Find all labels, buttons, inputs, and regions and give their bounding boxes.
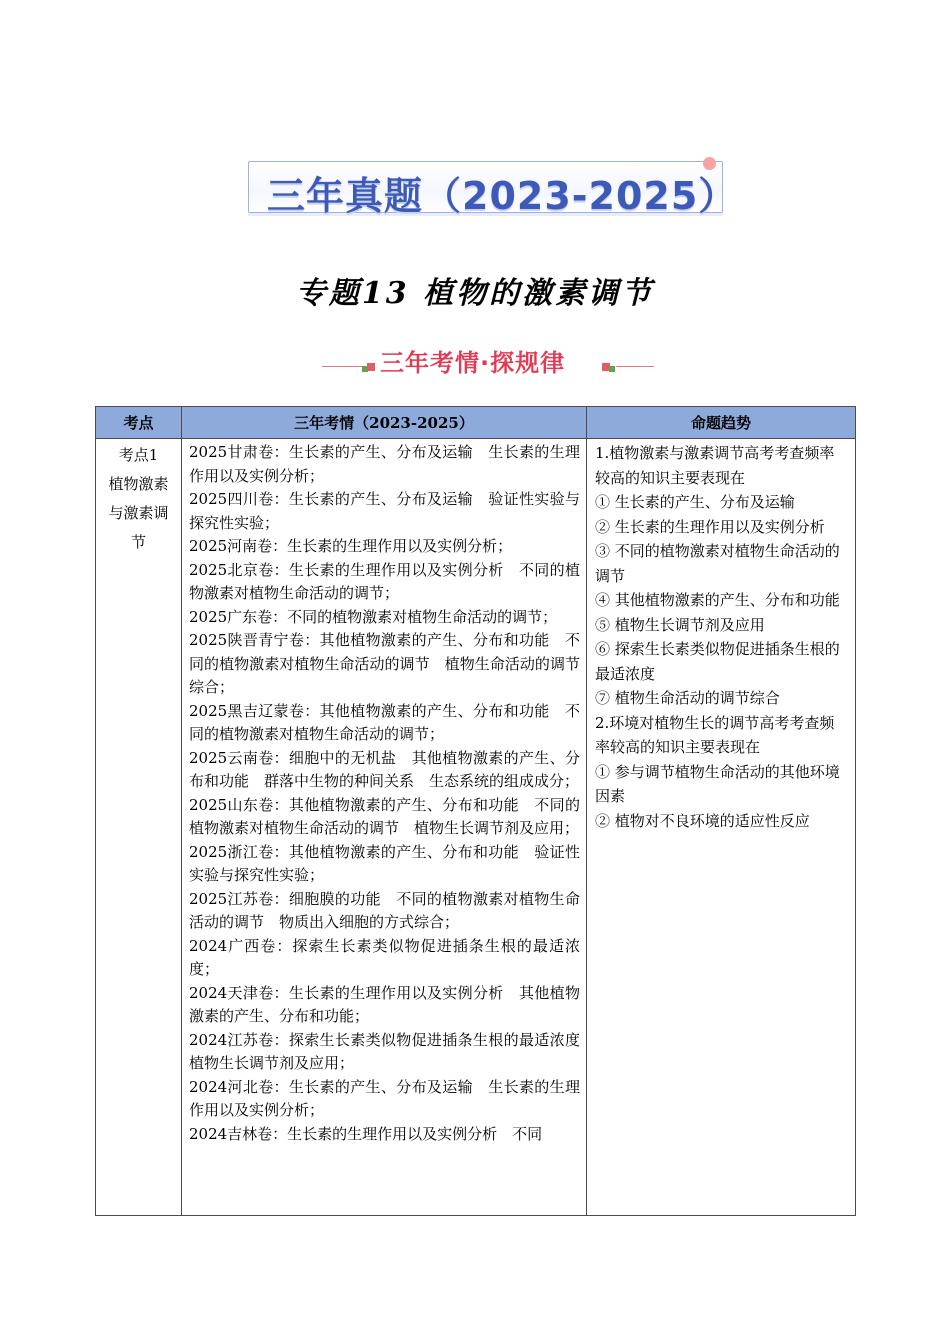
exam-entry: 2025江苏卷：细胞膜的功能 不同的植物激素对植物生命活动的调节 物质出入细胞的方式综合； — [189, 889, 580, 931]
exam-entry: 2025浙江卷：其他植物激素的产生、分布和功能 验证性实验与探究性实验； — [189, 842, 580, 884]
exam-entry: 2024广西卷：探索生长素类似物促进插条生根的最适浓度； — [189, 936, 580, 978]
exam-entry: 2025云南卷：细胞中的无机盐 其他植物激素的产生、分布和功能 群落中生物的种间关系 生态系统的组成成分； — [189, 748, 580, 790]
trend-item: ⑥ 探索生长素类似物促进插条生根的最适浓度 — [595, 640, 840, 683]
topic-cell — [96, 439, 182, 1216]
exam-entry: 2025陕晋青宁卷：其他植物激素的产生、分布和功能 不同的植物激素对植物生命活动的调节 植物生命活动的调节综合； — [189, 631, 580, 696]
trend-item: ① 生长素的产生、分布及运输 — [595, 493, 795, 511]
exam-entry: 2025山东卷：其他植物激素的产生、分布和功能 不同的植物激素对植物生命活动的调节 植物生长调节剂及应用； — [189, 795, 580, 837]
exam-entry: 2025甘肃卷：生长素的产生、分布及运输 生长素的生理作用以及实例分析； — [189, 443, 580, 485]
trend-item: 2.环境对植物生长的调节高考考查频率较高的知识主要表现在 — [595, 713, 835, 756]
banner-dot-decoration — [703, 157, 716, 170]
trend-item: ② 生长素的生理作用以及实例分析 — [595, 517, 825, 536]
topic-line: 考点1 — [118, 446, 159, 464]
trend-item: 1.植物激素与激素调节高考考查频率较高的知识主要表现在 — [595, 444, 835, 487]
trend-item: ⑤ 植物生长调节剂及应用 — [595, 615, 765, 634]
topic-line: 节 — [130, 533, 146, 551]
table-row — [96, 439, 856, 1216]
trend-item: ② 植物对不良环境的适应性反应 — [595, 811, 810, 830]
exam-entry: 2024天津卷：生长素的生理作用以及实例分析 其他植物激素的产生、分布和功能； — [189, 983, 580, 1025]
trend-item: ③ 不同的植物激素对植物生命活动的调节 — [595, 542, 840, 585]
subtitle-line-left — [322, 366, 362, 367]
table-header-row — [96, 407, 856, 439]
exam-entry: 2024江苏卷：探索生长素类似物促进插条生根的最适浓度 植物生长调节剂及应用； — [189, 1030, 596, 1072]
topic-line: 植物激素 — [108, 475, 169, 493]
exam-entries-cell — [182, 439, 596, 1216]
exam-entry: 2025四川卷：生长素的产生、分布及运输 验证性实验与探究性实验； — [189, 490, 580, 532]
topic-line: 与激素调 — [108, 504, 169, 522]
trend-cell — [587, 439, 856, 1216]
header-exam-situation: 三年考情（2023-2025） — [182, 407, 587, 439]
exam-analysis-table — [95, 406, 856, 1216]
exam-entry: 2025北京卷：生长素的生理作用以及实例分析 不同的植物激素对植物生命活动的调节； — [189, 560, 580, 602]
header-trend: 命题趋势 — [587, 407, 856, 439]
trend-item: ① 参与调节植物生命活动的其他环境因素 — [595, 762, 840, 805]
exam-entry: 2025河南卷：生长素的生理作用以及实例分析； — [189, 537, 513, 555]
section-banner — [248, 161, 738, 218]
subtitle-line-right — [616, 366, 654, 367]
trend-item: ④ 其他植物激素的产生、分布和功能 — [595, 591, 840, 609]
exam-entry: 2024河北卷：生长素的产生、分布及运输 生长素的生理作用以及实例分析； — [189, 1077, 580, 1119]
exam-entry: 2025黑吉辽蒙卷：其他植物激素的产生、分布和功能 不同的植物激素对植物生命活动的调节； — [189, 701, 580, 743]
document-title: 专题13 植物的激素调节 — [295, 276, 655, 311]
exam-entry: 2024吉林卷：生长素的生理作用以及实例分析 不同 — [189, 1124, 543, 1143]
subtitle-block — [322, 343, 654, 379]
banner-title: 三年真题（2023-2025） — [267, 174, 738, 218]
subtitle-square-red-left — [367, 363, 375, 371]
trend-item: ⑦ 植物生命活动的调节综合 — [595, 689, 780, 707]
subtitle-text: 三年考情·探规律 — [380, 349, 566, 377]
exam-entry: 2025广东卷：不同的植物激素对植物生命活动的调节； — [189, 607, 558, 626]
subtitle-square-green-right — [609, 366, 615, 372]
header-topic: 考点 — [96, 407, 182, 439]
